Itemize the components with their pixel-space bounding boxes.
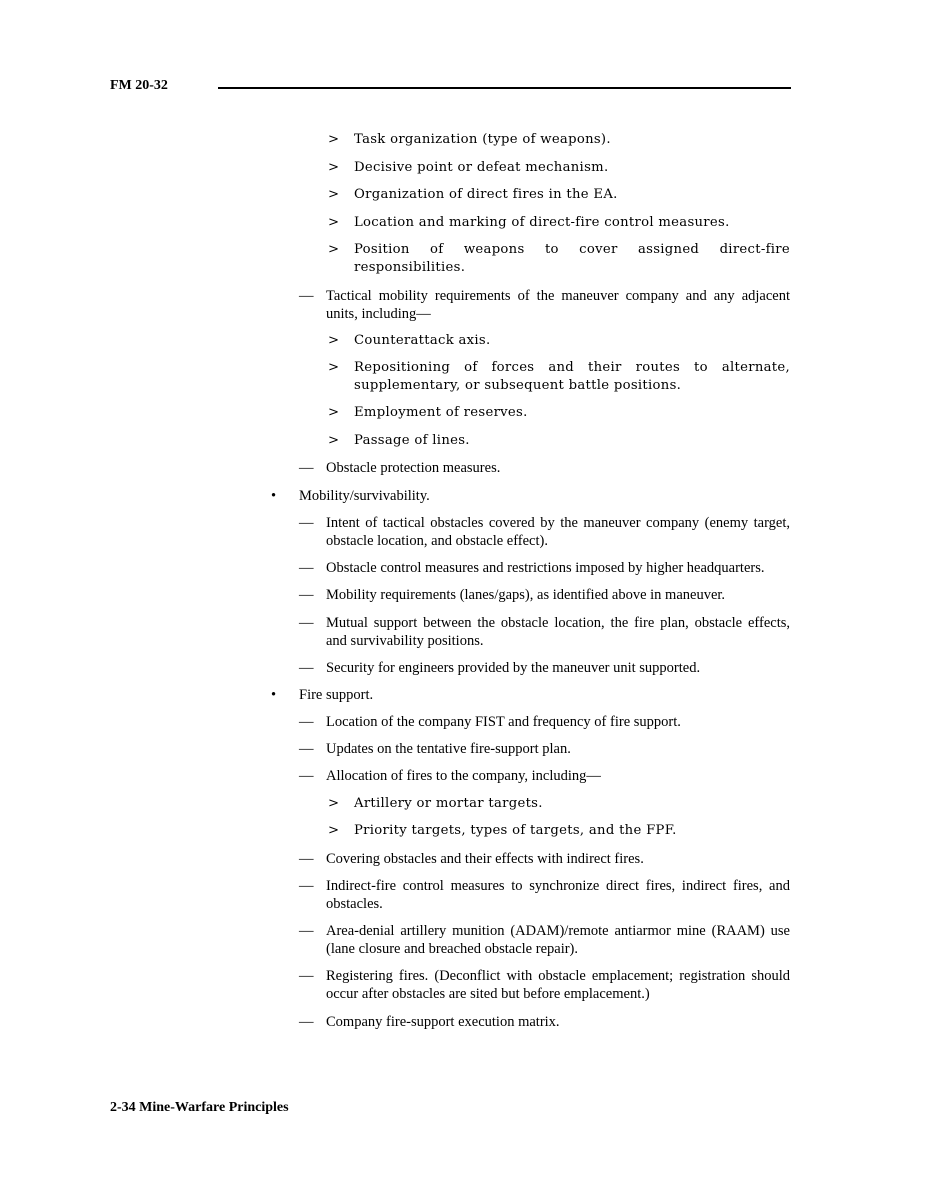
- dash-marker: —: [299, 587, 314, 603]
- dash-marker: —: [299, 615, 314, 631]
- list-item-text: Updates on the tentative fire-support plan.: [326, 741, 571, 757]
- list-item-text: Intent of tactical obstacles covered by the maneuver company (enemy target, obstacle location, and obstacle effect).: [326, 515, 790, 549]
- bullet-marker: •: [271, 488, 277, 504]
- bullet-marker: •: [271, 687, 277, 703]
- dash-marker: —: [299, 714, 314, 730]
- arrow-marker: >: [328, 242, 340, 257]
- dash-marker: —: [299, 1014, 314, 1030]
- list-item-text: Task organization (type of weapons).: [354, 132, 611, 147]
- list-item-text: Repositioning of forces and their routes to alternate, supplementary, or subsequent battle positions.: [354, 360, 790, 393]
- page-footer: 2-34 Mine-Warfare Principles: [110, 1100, 289, 1115]
- header-rule: [218, 87, 791, 89]
- list-item-text: Mobility requirements (lanes/gaps), as identified above in maneuver.: [326, 587, 726, 603]
- arrow-marker: >: [328, 405, 340, 420]
- list-item-text: Mobility/survivability.: [299, 488, 430, 504]
- arrow-marker: >: [328, 160, 340, 175]
- list-item-text: Registering fires. (Deconflict with obstacle emplacement; registration should occur after obstacles are sited but before emplacement.): [326, 968, 790, 1002]
- list-item-text: Security for engineers provided by the maneuver unit supported.: [326, 660, 701, 676]
- arrow-marker: >: [328, 333, 340, 348]
- list-item-text: Mutual support between the obstacle location, the fire plan, obstacle effects, and survivability positions.: [326, 615, 790, 649]
- list-item-text: Position of weapons to cover assigned direct-fire responsibilities.: [354, 242, 790, 275]
- list-item-text: Passage of lines.: [354, 433, 470, 448]
- arrow-marker: >: [328, 187, 340, 202]
- list-item-text: Company fire-support execution matrix.: [326, 1014, 560, 1030]
- dash-marker: —: [299, 923, 314, 939]
- arrow-marker: >: [328, 796, 340, 811]
- arrow-marker: >: [328, 433, 340, 448]
- list-item-text: Indirect-fire control measures to synchronize direct fires, indirect fires, and obstacles.: [326, 878, 790, 912]
- dash-marker: —: [299, 660, 314, 676]
- list-item-text: Organization of direct fires in the EA.: [354, 187, 618, 202]
- dash-marker: —: [299, 851, 314, 867]
- list-item-text: Obstacle protection measures.: [326, 460, 501, 476]
- arrow-marker: >: [328, 132, 340, 147]
- list-item-text: Employment of reserves.: [354, 405, 528, 420]
- running-header-doc-id: FM 20-32: [110, 78, 168, 93]
- dash-marker: —: [299, 460, 314, 476]
- dash-marker: —: [299, 968, 314, 984]
- list-item-text: Fire support.: [299, 687, 374, 703]
- list-item-text: Obstacle control measures and restrictions imposed by higher headquarters.: [326, 560, 765, 576]
- list-item-text: Decisive point or defeat mechanism.: [354, 160, 609, 175]
- arrow-marker: >: [328, 823, 340, 838]
- list-item-text: Location of the company FIST and frequency of fire support.: [326, 714, 681, 730]
- list-item-text: Covering obstacles and their effects with indirect fires.: [326, 851, 644, 867]
- list-item-text: Allocation of fires to the company, including—: [326, 768, 601, 784]
- dash-marker: —: [299, 288, 314, 304]
- dash-marker: —: [299, 878, 314, 894]
- dash-marker: —: [299, 741, 314, 757]
- list-item-text: Artillery or mortar targets.: [354, 796, 543, 811]
- list-item-text: Location and marking of direct-fire control measures.: [354, 215, 730, 230]
- list-item-text: Area-denial artillery munition (ADAM)/remote antiarmor mine (RAAM) use (lane closure and breached obstacle repair).: [326, 923, 790, 957]
- arrow-marker: >: [328, 360, 340, 375]
- dash-marker: —: [299, 560, 314, 576]
- list-item-text: Tactical mobility requirements of the maneuver company and any adjacent units, including—: [326, 288, 790, 322]
- dash-marker: —: [299, 515, 314, 531]
- arrow-marker: >: [328, 215, 340, 230]
- list-item-text: Counterattack axis.: [354, 333, 491, 348]
- list-item-text: Priority targets, types of targets, and the FPF.: [354, 823, 677, 838]
- dash-marker: —: [299, 768, 314, 784]
